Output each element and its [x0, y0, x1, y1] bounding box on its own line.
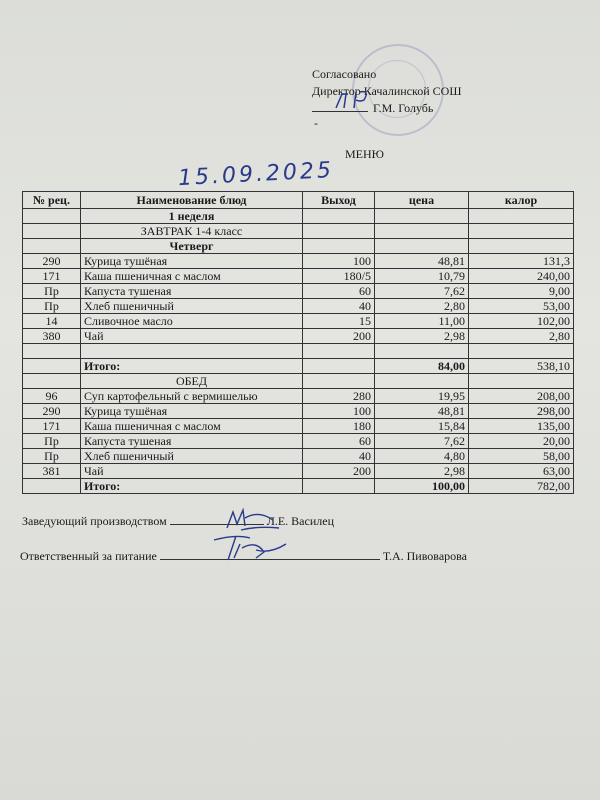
table-cell: 60 [303, 434, 375, 449]
table-cell [303, 479, 375, 494]
table-cell: Каша пшеничная с маслом [81, 269, 303, 284]
table-cell: 2,80 [469, 329, 574, 344]
table-cell: Капуста тушеная [81, 434, 303, 449]
table-header-row [23, 192, 574, 209]
table-cell: 380 [23, 329, 81, 344]
table-cell: 9,00 [469, 284, 574, 299]
table-cell [23, 239, 81, 254]
table-row [23, 284, 574, 299]
col-recipe: № рец. [23, 192, 81, 209]
table-cell: Пр [23, 299, 81, 314]
table-cell: Хлеб пшеничный [81, 299, 303, 314]
table-cell [23, 359, 81, 374]
director-signature [330, 88, 390, 112]
table-cell [303, 224, 375, 239]
table-cell: 14 [23, 314, 81, 329]
table-cell: 15,84 [375, 419, 469, 434]
lunch-row [23, 374, 574, 389]
director-line: Директор Качалинской СОШ [312, 84, 462, 98]
table-cell: 60 [303, 284, 375, 299]
responsible-label: Ответственный за питание [20, 549, 157, 563]
table-cell [23, 224, 81, 239]
table-cell: 208,00 [469, 389, 574, 404]
table-cell: 40 [303, 299, 375, 314]
menu-title: МЕНЮ [345, 147, 384, 161]
table-cell: 48,81 [375, 254, 469, 269]
menu-table [22, 191, 574, 494]
table-cell: 171 [23, 419, 81, 434]
table-cell [375, 224, 469, 239]
table-cell [469, 209, 574, 224]
table-cell: 10,79 [375, 269, 469, 284]
director-name: Г.М. Голубь [373, 101, 434, 115]
table-cell [303, 344, 375, 359]
table-cell [375, 344, 469, 359]
manager-signature [223, 506, 283, 532]
day-row [23, 239, 574, 254]
table-cell: 240,00 [469, 269, 574, 284]
table-cell [23, 344, 81, 359]
breakfast-total-row [23, 359, 574, 374]
table-cell: Курица тушёная [81, 404, 303, 419]
total-kcal: 782,00 [469, 479, 574, 494]
approval-label: Согласовано [312, 67, 377, 81]
table-cell [303, 374, 375, 389]
table-cell: 96 [23, 389, 81, 404]
table-cell: 280 [303, 389, 375, 404]
table-cell: Чай [81, 464, 303, 479]
table-row [23, 314, 574, 329]
table-cell: 131,3 [469, 254, 574, 269]
table-row [23, 449, 574, 464]
table-cell [23, 209, 81, 224]
table-row [23, 299, 574, 314]
table-cell: 53,00 [469, 299, 574, 314]
table-cell [375, 209, 469, 224]
table-cell: Каша пшеничная с маслом [81, 419, 303, 434]
week-label: 1 неделя [81, 209, 303, 224]
table-cell: 171 [23, 269, 81, 284]
table-cell: Пр [23, 449, 81, 464]
table-row [23, 464, 574, 479]
col-price: цена [375, 192, 469, 209]
breakfast-label: ЗАВТРАК 1-4 класс [81, 224, 303, 239]
table-cell [303, 359, 375, 374]
table-row [23, 389, 574, 404]
table-cell: 180 [303, 419, 375, 434]
empty-row [23, 344, 574, 359]
total-kcal: 538,10 [469, 359, 574, 374]
handwritten-date: 15.09.2025 [177, 157, 335, 192]
table-cell: 7,62 [375, 284, 469, 299]
table-cell: Хлеб пшеничный [81, 449, 303, 464]
table-cell [23, 374, 81, 389]
breakfast-row [23, 224, 574, 239]
table-cell: 2,98 [375, 329, 469, 344]
col-yield: Выход [303, 192, 375, 209]
total-price: 100,00 [375, 479, 469, 494]
col-kcal: калор [469, 192, 574, 209]
table-cell: 298,00 [469, 404, 574, 419]
table-cell: 180/5 [303, 269, 375, 284]
table-cell: Пр [23, 434, 81, 449]
table-cell [303, 209, 375, 224]
table-cell [375, 374, 469, 389]
lunch-total-row [23, 479, 574, 494]
table-cell: 11,00 [375, 314, 469, 329]
table-cell: 7,62 [375, 434, 469, 449]
table-cell: 19,95 [375, 389, 469, 404]
table-cell: 2,98 [375, 464, 469, 479]
table-cell [469, 344, 574, 359]
manager-signature-line [22, 514, 334, 529]
table-cell: 48,81 [375, 404, 469, 419]
table-row [23, 434, 574, 449]
lunch-label: ОБЕД [81, 374, 303, 389]
table-cell: 100 [303, 404, 375, 419]
table-cell [375, 239, 469, 254]
table-row [23, 419, 574, 434]
table-cell [81, 344, 303, 359]
manager-name: Л.Е. Василец [266, 514, 334, 528]
day-label: Четверг [81, 239, 303, 254]
table-row [23, 404, 574, 419]
week-row [23, 209, 574, 224]
total-label: Итого: [81, 479, 303, 494]
table-cell [23, 479, 81, 494]
table-cell: 20,00 [469, 434, 574, 449]
table-cell [469, 224, 574, 239]
table-cell: Пр [23, 284, 81, 299]
table-cell: 100 [303, 254, 375, 269]
table-cell: 381 [23, 464, 81, 479]
table-cell: 58,00 [469, 449, 574, 464]
table-cell: 102,00 [469, 314, 574, 329]
table-row [23, 254, 574, 269]
table-cell: Чай [81, 329, 303, 344]
table-cell: 15 [303, 314, 375, 329]
table-cell: 63,00 [469, 464, 574, 479]
total-price: 84,00 [375, 359, 469, 374]
table-row [23, 329, 574, 344]
table-cell [469, 239, 574, 254]
table-cell: 2,80 [375, 299, 469, 314]
table-cell: 290 [23, 254, 81, 269]
table-cell: Суп картофельный с вермишелью [81, 389, 303, 404]
table-cell [469, 374, 574, 389]
col-dish: Наименование блюд [81, 192, 303, 209]
table-cell: 4,80 [375, 449, 469, 464]
responsible-name: Т.А. Пивоварова [382, 549, 467, 563]
table-cell: 200 [303, 464, 375, 479]
table-cell: 135,00 [469, 419, 574, 434]
table-cell: Капуста тушеная [81, 284, 303, 299]
table-cell: Курица тушёная [81, 254, 303, 269]
manager-label: Заведующий производством [22, 514, 167, 528]
total-label: Итого: [81, 359, 303, 374]
dash-mark: - [314, 116, 318, 130]
table-cell [303, 239, 375, 254]
table-row [23, 269, 574, 284]
table-cell: 290 [23, 404, 81, 419]
table-cell: Сливочное масло [81, 314, 303, 329]
table-cell: 200 [303, 329, 375, 344]
responsible-signature [206, 530, 296, 564]
table-cell: 40 [303, 449, 375, 464]
